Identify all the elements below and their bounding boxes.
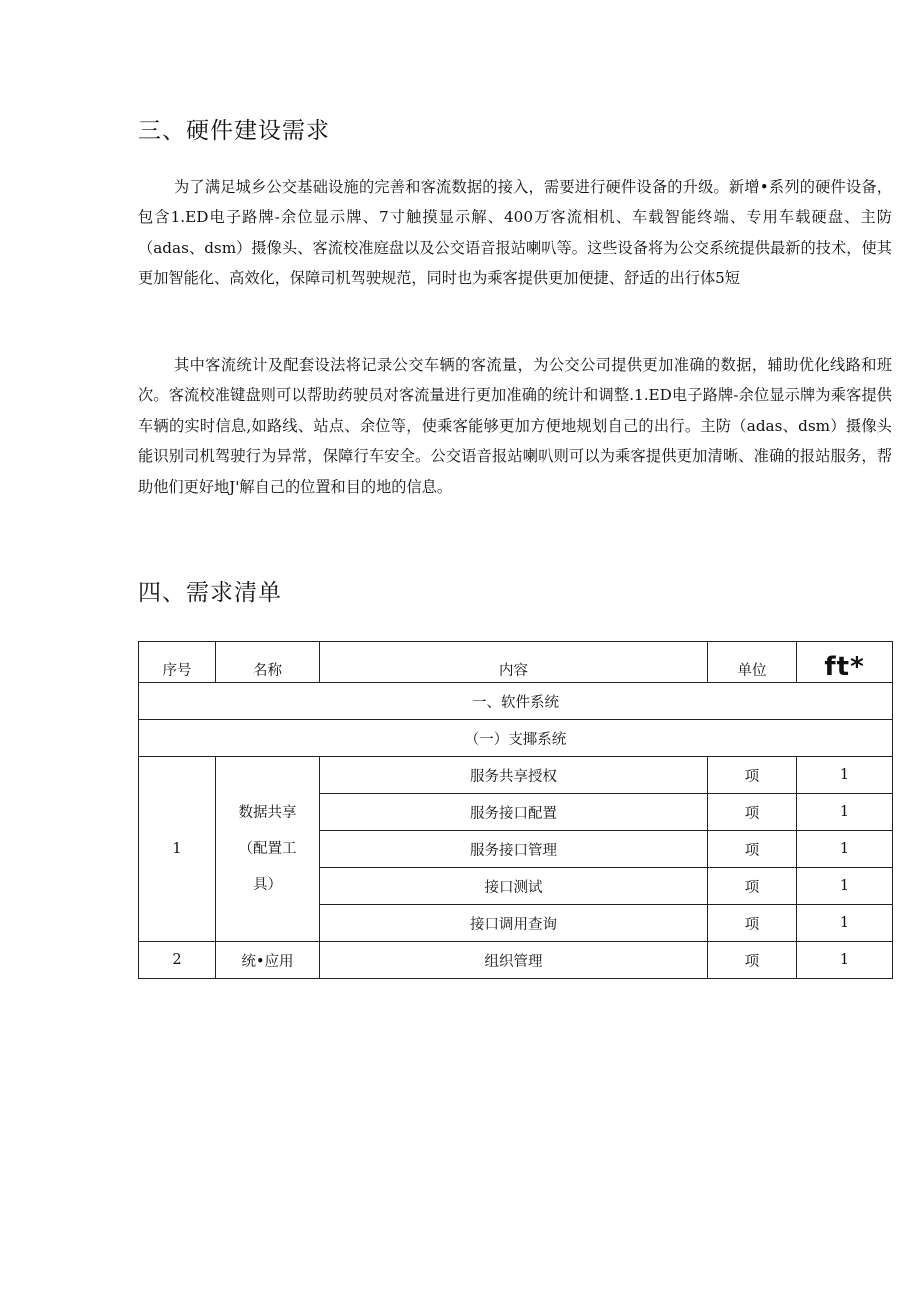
- header-unit: 单位: [708, 642, 797, 683]
- table-row: [139, 942, 893, 979]
- table-row: [139, 757, 893, 794]
- row-content: 服务接口管理: [320, 831, 708, 868]
- section-row-label: 一、软件系统: [139, 683, 893, 720]
- row-content: 组织管理: [320, 942, 708, 979]
- header-quantity-label: ft*: [824, 652, 865, 682]
- header-quantity: [797, 642, 893, 683]
- subsection-row-label: （一）支揶系统: [139, 720, 893, 757]
- row-quantity: 1: [797, 831, 893, 868]
- row-unit: 项: [708, 757, 797, 794]
- row-quantity: 1: [797, 794, 893, 831]
- row-quantity: 1: [797, 868, 893, 905]
- header-content: 内容: [320, 642, 708, 683]
- header-name: 名称: [216, 642, 320, 683]
- table-header-row: [139, 642, 893, 683]
- table-subsection-row: [139, 720, 893, 757]
- row-1-name: [216, 757, 320, 942]
- row-quantity: 1: [797, 757, 893, 794]
- row-2-number: 2: [139, 942, 216, 979]
- paragraph-hardware-intro: 为了满足城乡公交基础设施的完善和客流数据的接入，需要进行硬件设备的升级。新增•系列的硬件设备，包含1.ED电子路牌-余位显示牌、7寸触摸显示解、400万客流相机、车载智能终端、专用车载硬盘、主防（adas、dsm）摄像头、客流校准庭盘以及公交语音报站喇叭等。这些设备将为公交系统提供最新的技术，使其更加智能化、高效化，保障司机驾驶规范，同时也为乘客提供更加便捷、舒适的出行体5短: [138, 178, 892, 288]
- row-1-name-line: 数据共享: [238, 805, 297, 821]
- requirements-table: [138, 641, 893, 979]
- section-3-heading: 三、硬件建设需求: [138, 118, 330, 144]
- row-unit: 项: [708, 868, 797, 905]
- row-content: 接口测试: [320, 868, 708, 905]
- row-1-number: 1: [139, 757, 216, 942]
- row-unit: 项: [708, 794, 797, 831]
- row-content: 服务接口配置: [320, 794, 708, 831]
- row-1-name-line: 具）: [253, 877, 282, 893]
- row-2-name: 统•应用: [216, 942, 320, 979]
- table-section-row: [139, 683, 893, 720]
- paragraph-hardware-details: 其中客流统计及配套设法将记录公交车辆的客流量，为公交公司提供更加准确的数据，辅助优化线路和班次。客流校准键盘则可以帮助药驶员对客流量进行更加准确的统计和调整.1.ED电子路牌-余位显示牌为乘客提供车辆的实时信息,如路线、站点、余位等，使乘客能够更加方便地规划自己的出行。主防（adas、dsm）摄像头能识别司机驾驶行为异常，保障行车安全。公交语音报站喇叭则可以为乘客提供更加清晰、准确的报站服务，帮助他们更好地J'解自己的位置和目的地的信息。: [138, 356, 892, 496]
- row-content: 接口调用查询: [320, 905, 708, 942]
- row-quantity: 1: [797, 905, 893, 942]
- row-unit: 项: [708, 905, 797, 942]
- row-unit: 项: [708, 942, 797, 979]
- row-1-name-line: （配置工: [238, 841, 297, 857]
- section-4-heading: 四、需求清单: [138, 580, 282, 606]
- header-no: 序号: [139, 642, 216, 683]
- row-content: 服务共享授权: [320, 757, 708, 794]
- row-unit: 项: [708, 831, 797, 868]
- row-quantity: 1: [797, 942, 893, 979]
